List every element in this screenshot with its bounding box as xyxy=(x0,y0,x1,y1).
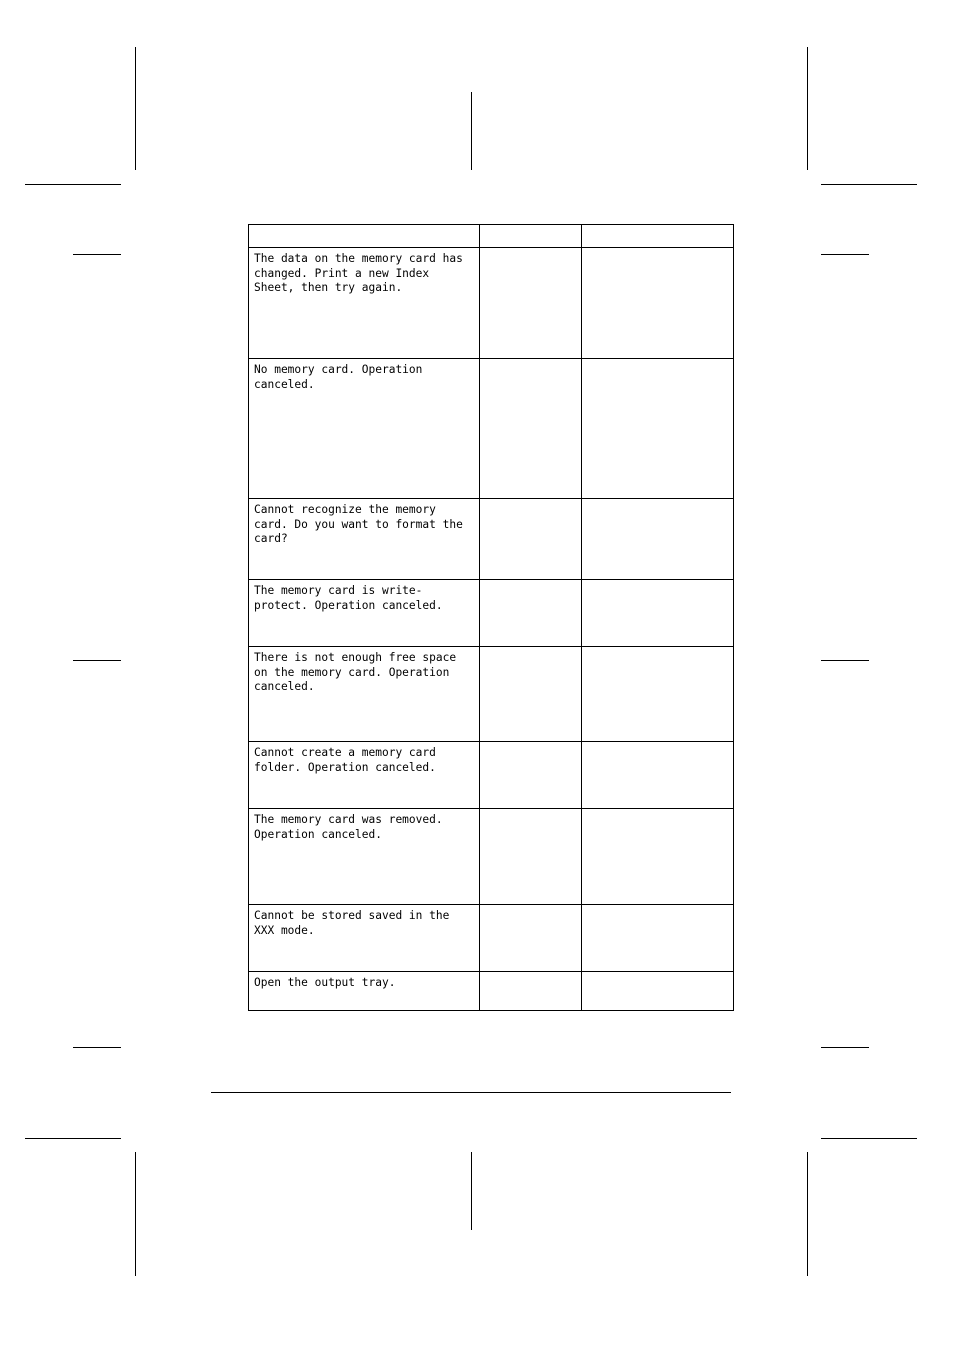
table-row xyxy=(249,905,734,972)
crop-mark-top-center-vertical xyxy=(471,92,472,170)
message-text: The memory card was removed. Operation canceled. xyxy=(254,813,443,841)
table-row xyxy=(249,972,734,1011)
message-text: Cannot create a memory card folder. Operation canceled. xyxy=(254,746,436,774)
crop-mark-bottom-center-vertical xyxy=(471,1152,472,1230)
message-text: Cannot recognize the memory card. Do you want to format the card? xyxy=(254,503,463,546)
table-row xyxy=(249,580,734,647)
message-text: Open the output tray. xyxy=(254,976,396,989)
table-cell xyxy=(480,359,582,499)
crop-mark-top-left-horizontal xyxy=(25,184,121,185)
table-cell xyxy=(582,972,734,1011)
table-cell xyxy=(480,742,582,809)
crop-mark-bottom-right-horizontal xyxy=(821,1138,917,1139)
table-cell xyxy=(582,359,734,499)
message-cell xyxy=(249,359,480,499)
message-text: There is not enough free space on the memory card. Operation canceled. xyxy=(254,651,457,694)
crop-mark-bottom-left-vertical xyxy=(135,1152,136,1276)
footer-rule xyxy=(211,1092,731,1093)
table-cell xyxy=(582,809,734,905)
message-text: The data on the memory card has changed. Print a new Index Sheet, then try again. xyxy=(254,252,463,295)
table-row xyxy=(249,499,734,580)
table-cell xyxy=(582,248,734,359)
margin-mark-right-2 xyxy=(821,660,869,661)
margin-mark-left-3 xyxy=(73,1047,121,1048)
message-text: No memory card. Operation canceled. xyxy=(254,363,423,391)
table-header-row xyxy=(249,225,734,248)
table-cell xyxy=(480,809,582,905)
message-text: The memory card is write-protect. Operation canceled. xyxy=(254,584,443,612)
message-cell xyxy=(249,580,480,647)
table-row xyxy=(249,742,734,809)
crop-mark-top-right-vertical xyxy=(807,47,808,170)
table-cell xyxy=(582,499,734,580)
table-row xyxy=(249,647,734,742)
table-cell xyxy=(480,905,582,972)
table-cell xyxy=(480,972,582,1011)
message-cell xyxy=(249,905,480,972)
table-cell xyxy=(582,580,734,647)
table-cell xyxy=(480,647,582,742)
crop-mark-bottom-left-horizontal xyxy=(25,1138,121,1139)
table-header-message xyxy=(249,225,480,248)
margin-mark-left-1 xyxy=(73,254,121,255)
table-cell xyxy=(582,905,734,972)
table-row xyxy=(249,248,734,359)
error-message-table xyxy=(248,224,734,1011)
message-cell xyxy=(249,809,480,905)
table-row xyxy=(249,809,734,905)
table-cell xyxy=(582,647,734,742)
table-cell xyxy=(480,248,582,359)
table-header-column-3 xyxy=(582,225,734,248)
message-text: Cannot be stored saved in the XXX mode. xyxy=(254,909,450,937)
message-cell xyxy=(249,742,480,809)
message-cell xyxy=(249,647,480,742)
table-row xyxy=(249,359,734,499)
crop-mark-bottom-right-vertical xyxy=(807,1152,808,1276)
crop-mark-top-left-vertical xyxy=(135,47,136,170)
margin-mark-right-1 xyxy=(821,254,869,255)
message-cell xyxy=(249,248,480,359)
table-cell xyxy=(480,499,582,580)
crop-mark-top-right-horizontal xyxy=(821,184,917,185)
message-cell xyxy=(249,499,480,580)
table-cell xyxy=(582,742,734,809)
message-cell xyxy=(249,972,480,1011)
margin-mark-right-3 xyxy=(821,1047,869,1048)
margin-mark-left-2 xyxy=(73,660,121,661)
table-cell xyxy=(480,580,582,647)
table-header-column-2 xyxy=(480,225,582,248)
